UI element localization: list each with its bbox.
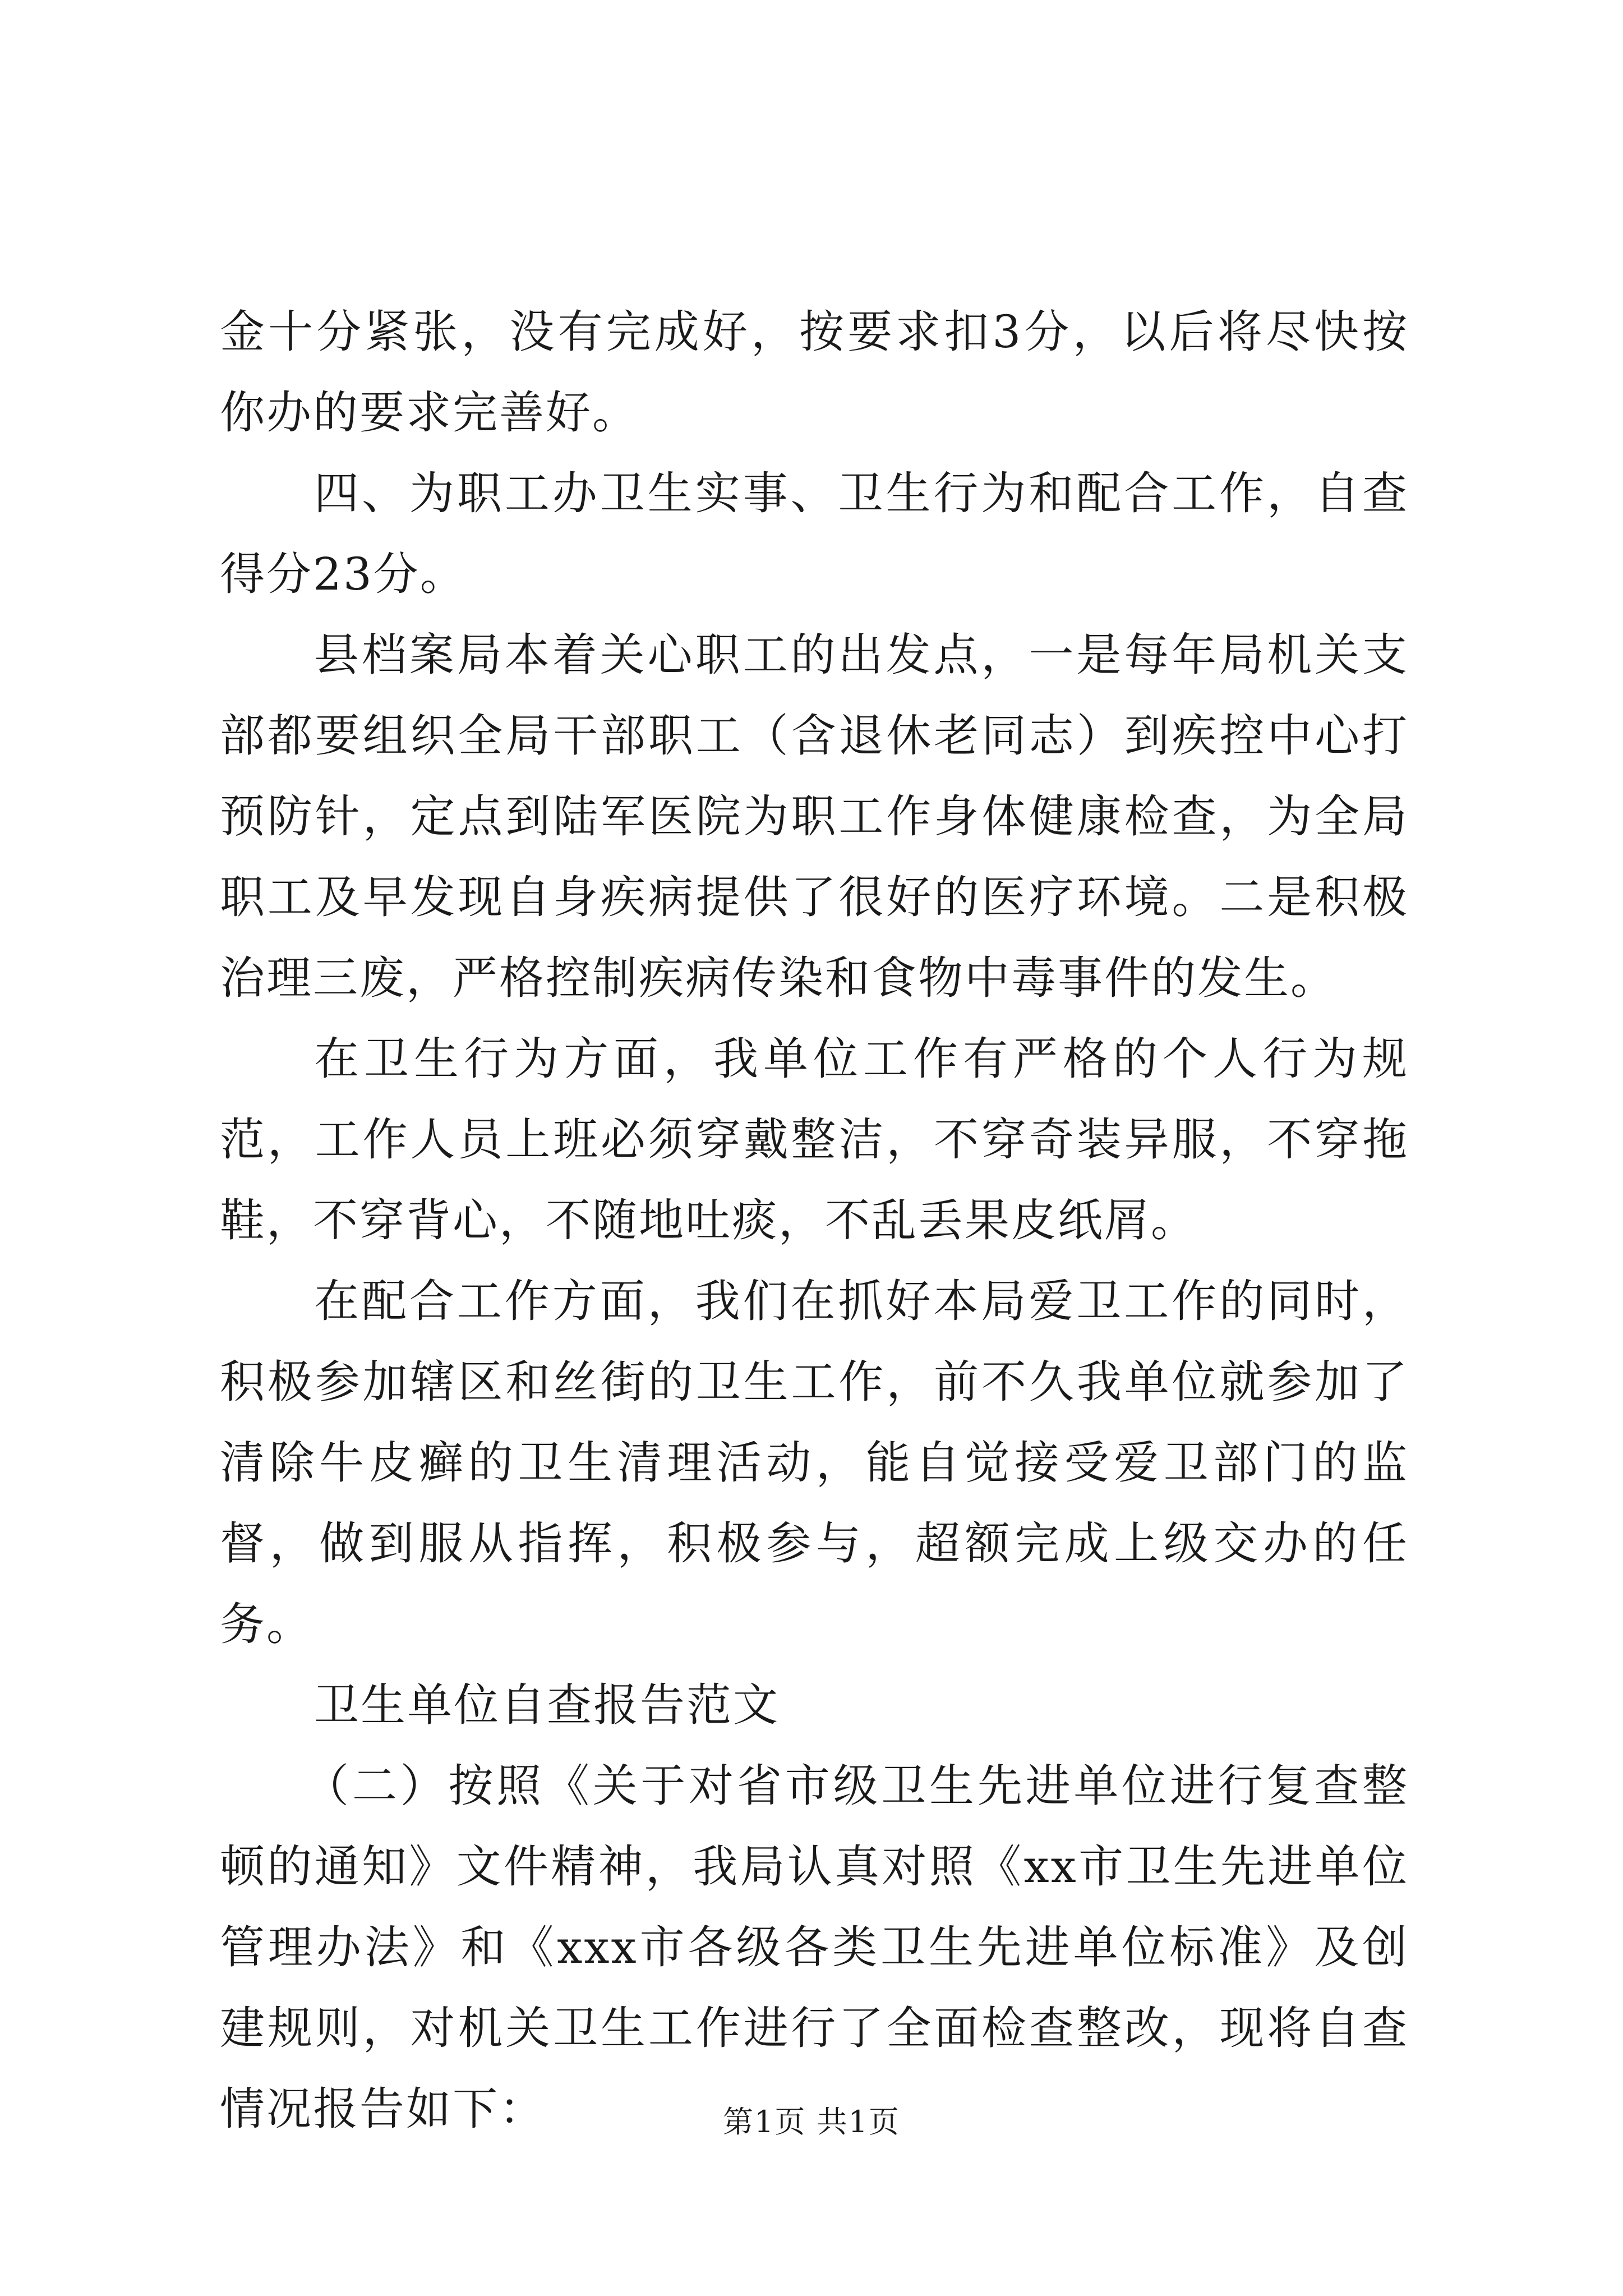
paragraph-report-title: 卫生单位自查报告范文 <box>314 1679 780 1731</box>
paragraph-continuation: 金十分紧张，没有完成好，按要求扣3分，以后将尽快按你办的要求完善好。 <box>220 306 1409 439</box>
document-body <box>220 292 1409 2150</box>
paragraph-cooperation-work: 在配合工作方面，我们在抓好本局爱卫工作的同时，积极参加辖区和丝街的卫生工作，前不久我单位就参加了清除牛皮癣的卫生清理活动，能自觉接受爱卫部门的监督，做到服从指挥，积极参与，超额完成上级交办的任务。 <box>220 1275 1409 1650</box>
paragraph-section-four-heading: 四、为职工办卫生实事、卫生行为和配合工作，自查得分23分。 <box>220 467 1409 600</box>
paragraph-section-two: （二）按照《关于对省市级卫生先进单位进行复查整顿的通知》文件精神，我局认真对照《xx市卫生先进单位管理办法》和《xxx市各级各类卫生先进单位标准》及创建规则，对机关卫生工作进行了全面检查整改，现将自查情况报告如下： <box>220 1760 1409 2135</box>
paragraph-archive-bureau: 县档案局本着关心职工的出发点，一是每年局机关支部都要组织全局干部职工（含退休老同志）到疾控中心打预防针，定点到陆军医院为职工作身体健康检查，为全局职工及早发现自身疾病提供了很好的医疗环境。二是积极治理三废，严格控制疾病传染和食物中毒事件的发生。 <box>220 629 1409 1004</box>
paragraph-hygiene-behavior: 在卫生行为方面，我单位工作有严格的个人行为规范，工作人员上班必须穿戴整洁，不穿奇装异服，不穿拖鞋，不穿背心，不随地吐痰，不乱丢果皮纸屑。 <box>220 1033 1409 1246</box>
page-footer: 第1页 共1页 <box>723 2104 900 2139</box>
